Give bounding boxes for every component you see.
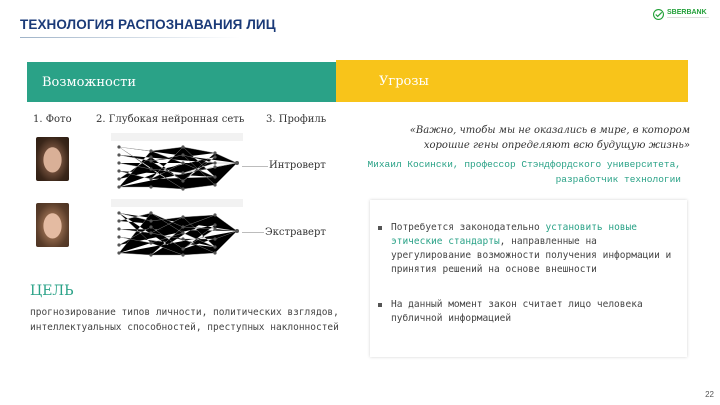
- threats-box: [370, 200, 687, 357]
- goal-heading: ЦЕЛЬ: [30, 283, 74, 299]
- quote-author: Михаил Косински, профессор Стэндфордского университета, разработчик технологии: [367, 159, 681, 185]
- neural-network-diagram-1: [111, 133, 243, 196]
- brand-logo: [653, 9, 709, 20]
- neural-network-diagram-2: [111, 199, 243, 262]
- step-network-label: 2. Глубокая нейронная сеть: [96, 114, 245, 125]
- opportunities-header: [27, 62, 336, 102]
- logo-subtext: ————————————: [667, 15, 709, 20]
- threats-label: Угрозы: [379, 74, 429, 89]
- threats-header: [336, 60, 688, 102]
- trait-extravert-label: Экстраверт: [265, 227, 326, 238]
- extravert-connector-line: [242, 232, 264, 233]
- title-underline: [20, 37, 240, 38]
- step-photo-label: 1. Фото: [33, 114, 72, 125]
- threat-bullet-ethics: [378, 221, 678, 277]
- bullet-square-icon: [378, 226, 382, 230]
- face-photo-extravert: [36, 203, 69, 247]
- opportunities-label: Возможности: [42, 75, 136, 90]
- bullet-text-pre: Потребуется законодательно: [391, 222, 546, 233]
- sberbank-logo-icon: [653, 9, 664, 20]
- bullet-square-icon: [378, 303, 382, 307]
- bullet-highlight: установить новые этические стандарты: [391, 222, 637, 247]
- page-title: ТЕХНОЛОГИЯ РАСПОЗНАВАНИЯ ЛИЦ: [20, 17, 276, 32]
- threat-bullet-law: [378, 298, 678, 326]
- bullet-text-post: , направленные на урегулирование возможности получения информации и принятия решений на основе внешности: [391, 236, 672, 275]
- goal-description: прогнозирование типов личности, политических взглядов, интеллектуальных способностей, преступных наклонностей: [30, 307, 339, 333]
- face-photo-introvert: [36, 137, 69, 181]
- page-number: 22: [705, 390, 714, 399]
- bullet-text: На данный момент закон считает лицо человека публичной информацией: [391, 299, 643, 324]
- trait-introvert-label: Интроверт: [269, 160, 326, 171]
- step-profile-label: 3. Профиль: [266, 114, 327, 125]
- introvert-connector-line: [242, 166, 268, 167]
- quote-text: «Важно, чтобы мы не оказались в мире, в котором хорошие гены определяют всю будущую жизнь»: [409, 125, 690, 151]
- logo-text: SBERBANK: [667, 9, 707, 17]
